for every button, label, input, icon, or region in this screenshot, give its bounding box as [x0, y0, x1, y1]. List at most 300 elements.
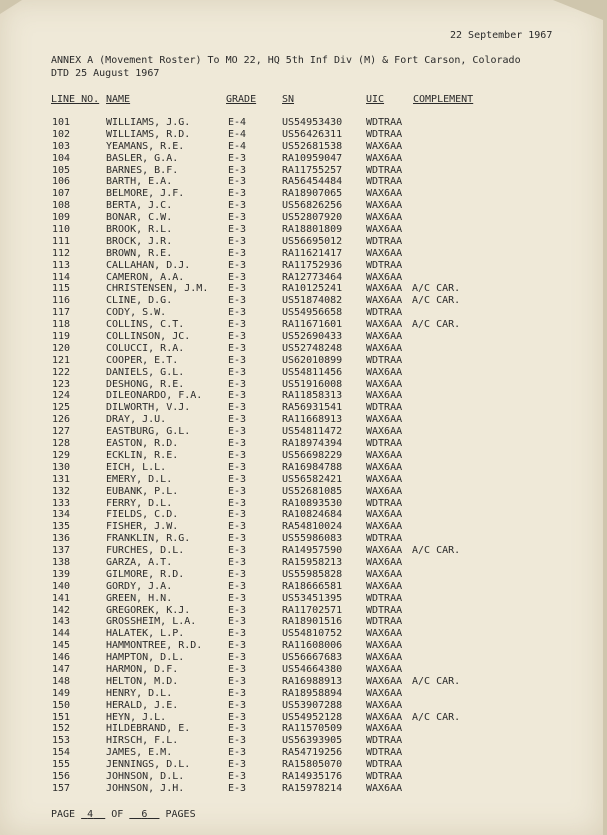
- header-name: NAME: [106, 94, 131, 105]
- cell-sn: US54811472: [282, 426, 343, 438]
- cell-name: HIRSCH, F.L.: [106, 735, 179, 747]
- cell-name: BARTH, E.A.: [106, 176, 173, 188]
- cell-line: 154: [52, 747, 71, 759]
- cell-sn: RA10824684: [282, 509, 343, 521]
- cell-uic: WDTRAA: [366, 770, 403, 782]
- cell-grade: E-3: [228, 723, 247, 735]
- cell-grade: E-3: [228, 461, 247, 473]
- table-row: [0, 379, 603, 391]
- table-row: [0, 735, 603, 747]
- table-row: [0, 700, 603, 712]
- cell-sn: RA18801809: [282, 224, 343, 236]
- cell-name: CHRISTENSEN, J.M.: [106, 283, 209, 295]
- cell-line: 123: [52, 378, 71, 390]
- cell-name: GORDY, J.A.: [106, 580, 173, 592]
- cell-line: 130: [52, 461, 71, 473]
- cell-grade: E-3: [228, 711, 247, 723]
- cell-sn: RA56931541: [282, 402, 343, 414]
- cell-line: 149: [52, 687, 71, 699]
- cell-sn: US52807920: [282, 212, 343, 224]
- cell-uic: WAX6AA: [366, 545, 403, 557]
- cell-sn: US52748248: [282, 342, 343, 354]
- cell-grade: E-4: [228, 117, 247, 128]
- footer-page-label: PAGE: [51, 809, 76, 820]
- cell-sn: RA14957590: [282, 545, 343, 557]
- cell-grade: E-3: [228, 759, 247, 771]
- cell-uic: WAX6AA: [366, 378, 403, 390]
- cell-sn: RA18958894: [282, 687, 343, 699]
- table-row: [0, 153, 603, 165]
- table-row: [0, 295, 603, 307]
- cell-sn: RA10959047: [282, 152, 343, 164]
- cell-sn: RA54810024: [282, 521, 343, 533]
- cell-uic: WAX6AA: [366, 414, 403, 426]
- cell-uic: WDTRAA: [366, 759, 403, 771]
- cell-name: BROWN, R.E.: [106, 247, 173, 259]
- table-row: [0, 331, 603, 343]
- cell-sn: RA56454484: [282, 176, 343, 188]
- table-row: [0, 640, 603, 652]
- cell-grade: E-3: [228, 200, 247, 212]
- cell-name: DESHONG, R.E.: [106, 378, 185, 390]
- cell-name: HARMON, D.F.: [106, 663, 179, 675]
- cell-sn: RA18974394: [282, 438, 343, 450]
- cell-name: GREEN, H.N.: [106, 592, 173, 604]
- footer-of-label: OF: [111, 809, 124, 820]
- cell-uic: WDTRAA: [366, 616, 403, 628]
- cell-comp: A/C CAR.: [412, 545, 461, 557]
- cell-sn: RA18666581: [282, 580, 343, 592]
- cell-name: EUBANK, P.L.: [106, 485, 179, 497]
- table-row: [0, 236, 603, 248]
- cell-name: DRAY, J.U.: [106, 414, 167, 426]
- cell-uic: WAX6AA: [366, 366, 403, 378]
- cell-name: WILLIAMS, J.G.: [106, 117, 191, 128]
- cell-line: 146: [52, 652, 71, 664]
- cell-grade: E-3: [228, 747, 247, 759]
- table-row: [0, 771, 603, 783]
- cell-grade: E-3: [228, 271, 247, 283]
- cell-uic: WAX6AA: [366, 652, 403, 664]
- cell-grade: E-3: [228, 402, 247, 414]
- cell-uic: WAX6AA: [366, 331, 403, 343]
- cell-name: BARNES, B.F.: [106, 164, 179, 176]
- cell-uic: WDTRAA: [366, 128, 403, 140]
- cell-line: 155: [52, 759, 71, 771]
- table-row: [0, 759, 603, 771]
- cell-grade: E-3: [228, 663, 247, 675]
- cell-uic: WAX6AA: [366, 675, 403, 687]
- cell-grade: E-3: [228, 224, 247, 236]
- cell-sn: RA11755257: [282, 164, 343, 176]
- cell-name: HAMMONTREE, R.D.: [106, 640, 203, 652]
- cell-name: JOHNSON, J.H.: [106, 782, 185, 794]
- cell-sn: US52681085: [282, 485, 343, 497]
- cell-line: 122: [52, 366, 71, 378]
- table-row: [0, 438, 603, 450]
- table-row: [0, 498, 603, 510]
- header-complement: COMPLEMENT: [413, 94, 474, 105]
- cell-uic: WDTRAA: [366, 438, 403, 450]
- table-row: [0, 569, 603, 581]
- header-sn: SN: [282, 94, 295, 105]
- table-row: [0, 616, 603, 628]
- cell-name: GILMORE, R.D.: [106, 568, 185, 580]
- footer-pages-label: PAGES: [165, 809, 196, 820]
- table-row: [0, 747, 603, 759]
- cell-name: FIELDS, C.D.: [106, 509, 179, 521]
- cell-sn: US52681538: [282, 140, 343, 152]
- cell-grade: E-3: [228, 628, 247, 640]
- cell-sn: US54952128: [282, 711, 343, 723]
- cell-sn: RA15978214: [282, 782, 343, 794]
- cell-name: COOPER, E.T.: [106, 354, 179, 366]
- cell-comp: A/C CAR.: [412, 711, 461, 723]
- table-row: [0, 605, 603, 617]
- cell-grade: E-3: [228, 414, 247, 426]
- table-row: [0, 486, 603, 498]
- footer-total-pages: 6: [141, 809, 148, 820]
- cell-uic: WAX6AA: [366, 449, 403, 461]
- cell-line: 143: [52, 616, 71, 628]
- cell-line: 147: [52, 663, 71, 675]
- cell-grade: E-3: [228, 283, 247, 295]
- table-row: [0, 712, 603, 724]
- cell-line: 115: [52, 283, 71, 295]
- cell-grade: E-3: [228, 152, 247, 164]
- table-row: [0, 307, 603, 319]
- cell-line: 133: [52, 497, 71, 509]
- table-row: [0, 414, 603, 426]
- table-row: [0, 224, 603, 236]
- cell-line: 128: [52, 438, 71, 450]
- cell-uic: WAX6AA: [366, 426, 403, 438]
- cell-sn: RA12773464: [282, 271, 343, 283]
- cell-uic: WAX6AA: [366, 188, 403, 200]
- cell-line: 103: [52, 140, 71, 152]
- cell-sn: RA11858313: [282, 390, 343, 402]
- cell-line: 157: [52, 782, 71, 794]
- cell-name: BASLER, G.A.: [106, 152, 179, 164]
- cell-grade: E-3: [228, 473, 247, 485]
- table-row: [0, 272, 603, 284]
- cell-comp: A/C CAR.: [412, 675, 461, 687]
- cell-line: 151: [52, 711, 71, 723]
- cell-line: 116: [52, 295, 71, 307]
- table-row: [0, 474, 603, 486]
- cell-name: HALATEK, L.P.: [106, 628, 185, 640]
- cell-line: 140: [52, 580, 71, 592]
- page-footer: [51, 809, 196, 820]
- cell-grade: E-3: [228, 782, 247, 794]
- table-row: [0, 367, 603, 379]
- cell-name: FURCHES, D.L.: [106, 545, 185, 557]
- cell-grade: E-4: [228, 128, 247, 140]
- cell-sn: US51874082: [282, 295, 343, 307]
- cell-uic: WAX6AA: [366, 556, 403, 568]
- cell-sn: RA54719256: [282, 747, 343, 759]
- cell-line: 114: [52, 271, 71, 283]
- cell-grade: E-3: [228, 176, 247, 188]
- cell-uic: WAX6AA: [366, 295, 403, 307]
- cell-line: 142: [52, 604, 71, 616]
- cell-name: HEYN, J.L.: [106, 711, 167, 723]
- cell-uic: WAX6AA: [366, 628, 403, 640]
- cell-uic: WAX6AA: [366, 782, 403, 794]
- table-row: [0, 319, 603, 331]
- cell-sn: RA11702571: [282, 604, 343, 616]
- cell-line: 135: [52, 521, 71, 533]
- cell-name: COLLINSON, JC.: [106, 331, 191, 343]
- table-row: [0, 426, 603, 438]
- cell-grade: E-3: [228, 485, 247, 497]
- table-row: [0, 664, 603, 676]
- cell-grade: E-3: [228, 545, 247, 557]
- cell-grade: E-3: [228, 259, 247, 271]
- cell-line: 136: [52, 533, 71, 545]
- cell-name: ECKLIN, R.E.: [106, 449, 179, 461]
- cell-uic: WDTRAA: [366, 402, 403, 414]
- cell-name: JAMES, E.M.: [106, 747, 173, 759]
- cell-name: GREGOREK, K.J.: [106, 604, 191, 616]
- cell-name: BELMORE, J.F.: [106, 188, 185, 200]
- cell-line: 107: [52, 188, 71, 200]
- cell-line: 110: [52, 224, 71, 236]
- cell-name: YEAMANS, R.E.: [106, 140, 185, 152]
- cell-name: COLUCCI, R.A.: [106, 342, 185, 354]
- cell-name: EMERY, D.L.: [106, 473, 173, 485]
- cell-sn: US56426311: [282, 128, 343, 140]
- cell-line: 144: [52, 628, 71, 640]
- cell-grade: E-3: [228, 449, 247, 461]
- cell-uic: WAX6AA: [366, 521, 403, 533]
- cell-name: CLINE, D.G.: [106, 295, 173, 307]
- cell-grade: E-3: [228, 307, 247, 319]
- cell-grade: E-3: [228, 580, 247, 592]
- cell-name: CAMERON, A.A.: [106, 271, 185, 283]
- cell-uic: WDTRAA: [366, 747, 403, 759]
- table-row: [0, 402, 603, 414]
- cell-name: CODY, S.W.: [106, 307, 167, 319]
- table-row: [0, 676, 603, 688]
- cell-sn: US53451395: [282, 592, 343, 604]
- cell-uic: WDTRAA: [366, 497, 403, 509]
- table-row: [0, 355, 603, 367]
- cell-name: CALLAHAN, D.J.: [106, 259, 191, 271]
- cell-name: HILDEBRAND, E.: [106, 723, 191, 735]
- cell-grade: E-3: [228, 652, 247, 664]
- cell-uic: WDTRAA: [366, 307, 403, 319]
- table-row: [0, 188, 603, 200]
- cell-grade: E-3: [228, 426, 247, 438]
- cell-name: EICH, L.L.: [106, 461, 167, 473]
- cell-grade: E-3: [228, 188, 247, 200]
- torn-corner: [0, 0, 22, 14]
- cell-uic: WDTRAA: [366, 164, 403, 176]
- cell-sn: RA11668913: [282, 414, 343, 426]
- cell-grade: E-3: [228, 533, 247, 545]
- cell-uic: WAX6AA: [366, 568, 403, 580]
- cell-name: HAMPTON, D.L.: [106, 652, 185, 664]
- cell-line: 150: [52, 699, 71, 711]
- cell-grade: E-3: [228, 295, 247, 307]
- cell-uic: WDTRAA: [366, 604, 403, 616]
- cell-line: 106: [52, 176, 71, 188]
- cell-uic: WAX6AA: [366, 271, 403, 283]
- cell-uic: WDTRAA: [366, 735, 403, 747]
- cell-uic: WAX6AA: [366, 640, 403, 652]
- table-row: [0, 260, 603, 272]
- cell-name: EASTBURG, G.L.: [106, 426, 191, 438]
- cell-grade: E-3: [228, 675, 247, 687]
- cell-line: 137: [52, 545, 71, 557]
- cell-grade: E-4: [228, 140, 247, 152]
- cell-line: 112: [52, 247, 71, 259]
- table-row: [0, 593, 603, 605]
- table-row: [0, 141, 603, 153]
- cell-uic: WAX6AA: [366, 152, 403, 164]
- cell-uic: WAX6AA: [366, 687, 403, 699]
- annex-line-2: DTD 25 August 1967: [51, 67, 160, 79]
- cell-sn: US51916008: [282, 378, 343, 390]
- cell-uic: WAX6AA: [366, 485, 403, 497]
- cell-grade: E-3: [228, 616, 247, 628]
- cell-sn: US54953430: [282, 117, 343, 128]
- cell-uic: WAX6AA: [366, 390, 403, 402]
- cell-line: 101: [52, 117, 71, 128]
- cell-line: 152: [52, 723, 71, 735]
- cell-sn: RA16984788: [282, 461, 343, 473]
- cell-sn: RA11671601: [282, 319, 343, 331]
- annex-heading: [51, 55, 521, 80]
- cell-sn: RA14935176: [282, 770, 343, 782]
- cell-name: DANIELS, G.L.: [106, 366, 185, 378]
- cell-uic: WDTRAA: [366, 235, 403, 247]
- annex-line-1: ANNEX A (Movement Roster) To MO 22, HQ 5th Inf Div (M) & Fort Carson, Colorado: [51, 55, 521, 66]
- cell-grade: E-3: [228, 556, 247, 568]
- table-row: [0, 533, 603, 545]
- cell-line: 145: [52, 640, 71, 652]
- header-grade: GRADE: [226, 94, 257, 105]
- table-row: [0, 723, 603, 735]
- cell-line: 134: [52, 509, 71, 521]
- cell-sn: US56393905: [282, 735, 343, 747]
- cell-grade: E-3: [228, 509, 247, 521]
- cell-uic: WAX6AA: [366, 283, 403, 295]
- cell-uic: WAX6AA: [366, 140, 403, 152]
- table-row: [0, 652, 603, 664]
- cell-sn: US54664380: [282, 663, 343, 675]
- cell-grade: E-3: [228, 342, 247, 354]
- cell-grade: E-3: [228, 390, 247, 402]
- cell-sn: RA18901516: [282, 616, 343, 628]
- cell-grade: E-3: [228, 378, 247, 390]
- cell-uic: WAX6AA: [366, 342, 403, 354]
- cell-line: 125: [52, 402, 71, 414]
- table-row: [0, 628, 603, 640]
- cell-uic: WAX6AA: [366, 473, 403, 485]
- cell-grade: E-3: [228, 366, 247, 378]
- cell-sn: RA11570509: [282, 723, 343, 735]
- cell-sn: US55986083: [282, 533, 343, 545]
- cell-sn: RA10125241: [282, 283, 343, 295]
- cell-line: 111: [52, 235, 71, 247]
- cell-uic: WAX6AA: [366, 663, 403, 675]
- cell-line: 108: [52, 200, 71, 212]
- cell-sn: US53907288: [282, 699, 343, 711]
- cell-grade: E-3: [228, 319, 247, 331]
- cell-line: 132: [52, 485, 71, 497]
- cell-line: 126: [52, 414, 71, 426]
- cell-sn: RA11621417: [282, 247, 343, 259]
- cell-name: HENRY, D.L.: [106, 687, 173, 699]
- document-date: 22 September 1967: [450, 30, 553, 41]
- cell-name: GROSSHEIM, L.A.: [106, 616, 197, 628]
- cell-sn: RA16988913: [282, 675, 343, 687]
- cell-uic: WDTRAA: [366, 259, 403, 271]
- cell-line: 121: [52, 354, 71, 366]
- cell-line: 118: [52, 319, 71, 331]
- cell-grade: E-3: [228, 735, 247, 747]
- cell-line: 119: [52, 331, 71, 343]
- torn-corner: [553, 0, 603, 20]
- cell-sn: RA18907065: [282, 188, 343, 200]
- cell-line: 153: [52, 735, 71, 747]
- cell-name: BONAR, C.W.: [106, 212, 173, 224]
- table-row: [0, 283, 603, 295]
- table-row: [0, 450, 603, 462]
- cell-sn: US54956658: [282, 307, 343, 319]
- cell-uic: WDTRAA: [366, 592, 403, 604]
- cell-sn: US54810752: [282, 628, 343, 640]
- cell-uic: WAX6AA: [366, 723, 403, 735]
- cell-name: BROCK, J.R.: [106, 235, 173, 247]
- table-row: [0, 557, 603, 569]
- cell-sn: US56582421: [282, 473, 343, 485]
- cell-sn: RA11752936: [282, 259, 343, 271]
- table-row: [0, 176, 603, 188]
- table-row: [0, 390, 603, 402]
- table-row: [0, 462, 603, 474]
- cell-name: FISHER, J.W.: [106, 521, 179, 533]
- cell-sn: US55985828: [282, 568, 343, 580]
- cell-name: BROOK, R.L.: [106, 224, 173, 236]
- cell-line: 131: [52, 473, 71, 485]
- cell-uic: WAX6AA: [366, 200, 403, 212]
- cell-line: 129: [52, 449, 71, 461]
- cell-name: HELTON, M.D.: [106, 675, 179, 687]
- cell-sn: US56698229: [282, 449, 343, 461]
- table-row: [0, 117, 603, 129]
- cell-grade: E-3: [228, 699, 247, 711]
- cell-uic: WAX6AA: [366, 461, 403, 473]
- table-row: [0, 248, 603, 260]
- cell-uic: WAX6AA: [366, 212, 403, 224]
- header-uic: UIC: [366, 94, 385, 105]
- cell-grade: E-3: [228, 592, 247, 604]
- cell-uic: WDTRAA: [366, 176, 403, 188]
- cell-line: 117: [52, 307, 71, 319]
- cell-uic: WAX6AA: [366, 319, 403, 331]
- cell-name: JENNINGS, D.L.: [106, 759, 191, 771]
- cell-sn: RA15805070: [282, 759, 343, 771]
- cell-grade: E-3: [228, 438, 247, 450]
- cell-sn: RA15958213: [282, 556, 343, 568]
- cell-grade: E-3: [228, 497, 247, 509]
- cell-sn: US62010899: [282, 354, 343, 366]
- cell-sn: RA10893530: [282, 497, 343, 509]
- cell-uic: WAX6AA: [366, 711, 403, 723]
